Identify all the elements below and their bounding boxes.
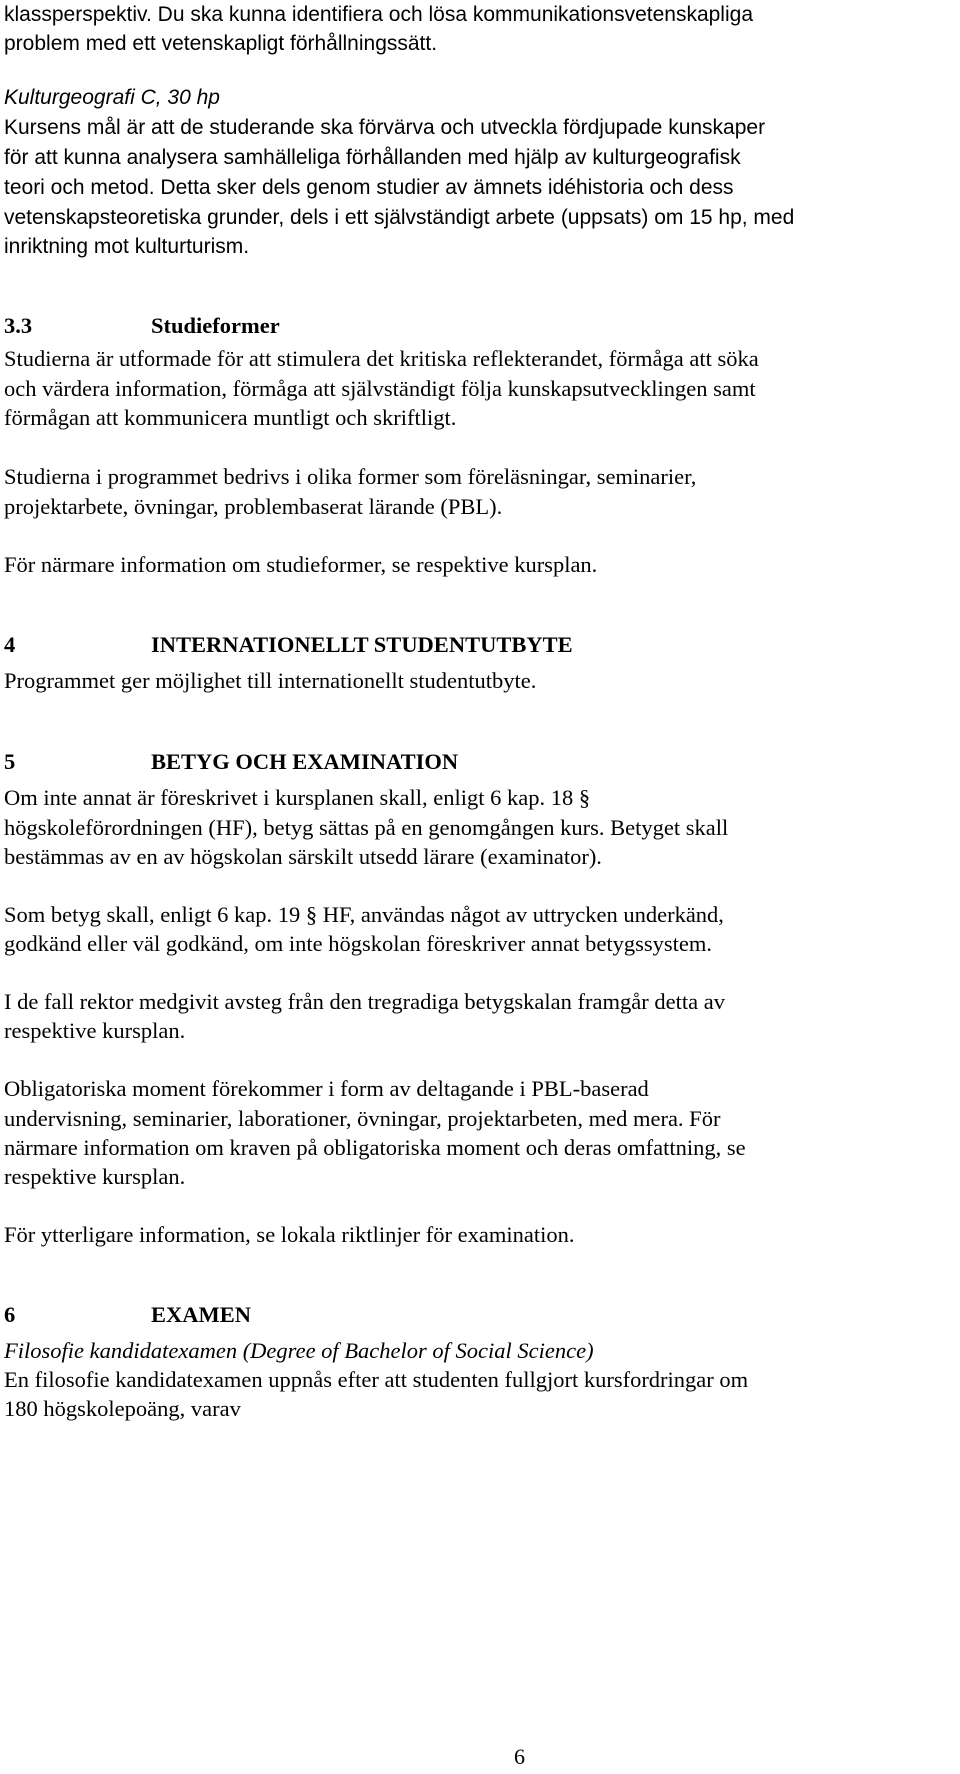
- section-title: EXAMEN: [151, 1302, 251, 1327]
- text-line: Studierna i programmet bedrivs i olika former som föreläsningar, seminarier,: [4, 464, 697, 489]
- course-title: Kulturgeografi C, 30 hp: [4, 86, 220, 109]
- text-line: vetenskapsteoretiska grunder, dels i ett självständigt arbete (uppsats) om 15 hp, med: [4, 206, 795, 229]
- section-title: INTERNATIONELLT STUDENTUTBYTE: [151, 632, 573, 657]
- section-title: BETYG OCH EXAMINATION: [151, 749, 459, 774]
- text-line: högskoleförordningen (HF), betyg sättas på en genomgången kurs. Betyget skall: [4, 815, 729, 840]
- text-line: förmågan att kommunicera muntligt och skriftligt.: [4, 405, 457, 430]
- page-number: 6: [514, 1744, 525, 1769]
- text-line: I de fall rektor medgivit avsteg från den tregradiga betygskalan framgår detta av: [4, 989, 725, 1014]
- text-line: för att kunna analysera samhälleliga förhållanden med hjälp av kulturgeografisk: [4, 146, 741, 169]
- text-line: respektive kursplan.: [4, 1164, 186, 1189]
- text-line: teori och metod. Detta sker dels genom studier av ämnets idéhistoria och dess: [4, 176, 734, 199]
- text-line: projektarbete, övningar, problembaserat lärande (PBL).: [4, 494, 503, 519]
- text-line: Som betyg skall, enligt 6 kap. 19 § HF, användas något av uttrycken underkänd,: [4, 902, 724, 927]
- text-line: 180 högskolepoäng, varav: [4, 1396, 241, 1421]
- text-line: bestämmas av en av högskolan särskilt utsedd lärare (examinator).: [4, 844, 602, 869]
- text-line: För närmare information om studieformer, se respektive kursplan.: [4, 552, 598, 577]
- text-line: klassperspektiv. Du ska kunna identifiera och lösa kommunikationsvetenskapliga: [4, 3, 753, 26]
- section-number: 6: [4, 1302, 16, 1327]
- text-line: och värdera information, förmåga att självständigt följa kunskapsutvecklingen samt: [4, 376, 756, 401]
- text-line: För ytterligare information, se lokala riktlinjer för examination.: [4, 1222, 575, 1247]
- text-line: Programmet ger möjlighet till internationellt studentutbyte.: [4, 668, 537, 693]
- section-heading: [4, 315, 280, 338]
- text-line: Kursens mål är att de studerande ska förvärva och utveckla fördjupade kunskaper: [4, 116, 766, 139]
- text-line: respektive kursplan.: [4, 1018, 186, 1043]
- text-line: undervisning, seminarier, laborationer, övningar, projektarbeten, med mera. För: [4, 1106, 721, 1131]
- text-line: Studierna är utformade för att stimulera det kritiska reflekterandet, förmåga att söka: [4, 346, 759, 371]
- section-number: 4: [4, 632, 16, 657]
- text-line: Om inte annat är föreskrivet i kursplanen skall, enligt 6 kap. 18 §: [4, 785, 591, 810]
- text-line: inriktning mot kulturturism.: [4, 235, 250, 258]
- section-number: 5: [4, 749, 16, 774]
- section-heading: [4, 634, 573, 657]
- section-heading: [4, 751, 458, 774]
- text-line: närmare information om kraven på obligatoriska moment och deras omfattning, se: [4, 1135, 746, 1160]
- section-title: Studieformer: [151, 313, 280, 338]
- text-line: En filosofie kandidatexamen uppnås efter att studenten fullgjort kursfordringar om: [4, 1367, 749, 1392]
- section-number: 3.3: [4, 313, 33, 338]
- section-subtitle: Filosofie kandidatexamen (Degree of Bachelor of Social Science): [4, 1338, 594, 1363]
- section-heading: [4, 1304, 251, 1327]
- text-line: problem med ett vetenskapligt förhållningssätt.: [4, 32, 438, 55]
- text-line: Obligatoriska moment förekommer i form av deltagande i PBL-baserad: [4, 1076, 649, 1101]
- text-line: godkänd eller väl godkänd, om inte högskolan föreskriver annat betygssystem.: [4, 931, 712, 956]
